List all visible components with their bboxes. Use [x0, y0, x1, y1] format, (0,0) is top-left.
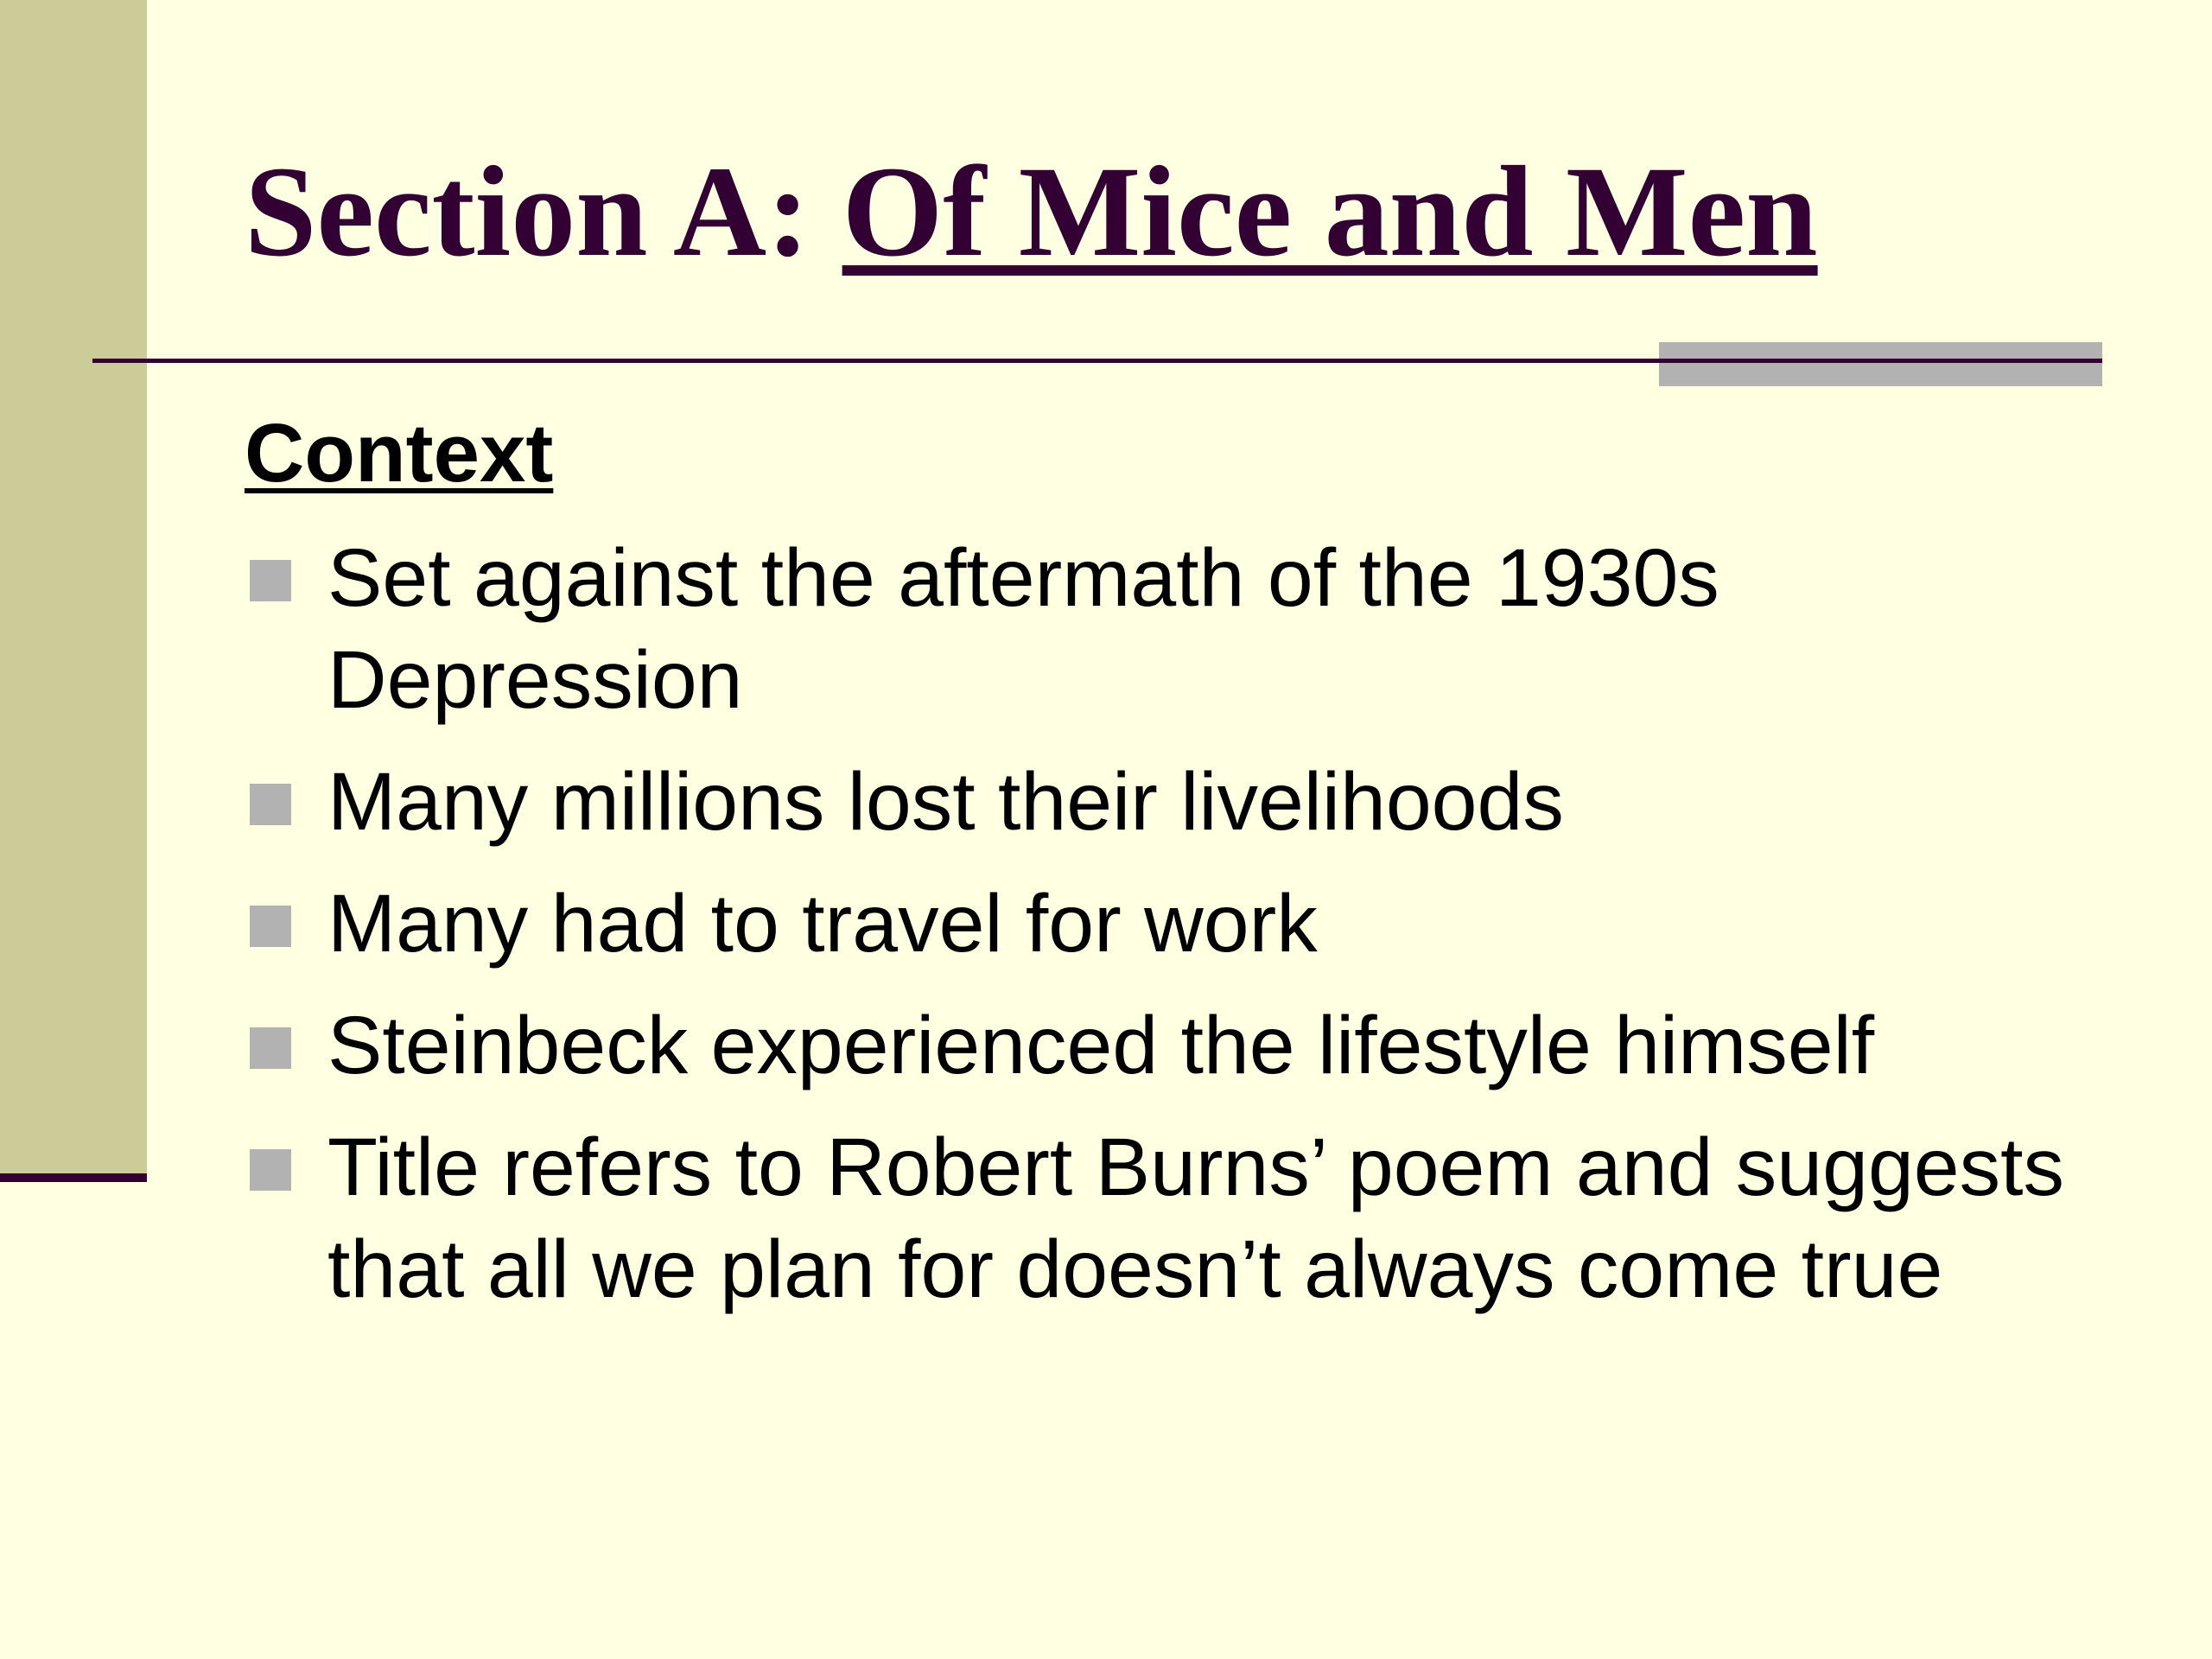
- square-bullet-icon: [250, 560, 291, 601]
- left-bar-rule: [0, 1173, 147, 1182]
- square-bullet-icon: [250, 784, 291, 825]
- bullet-text: Steinbeck experienced the lifestyle himself: [327, 1000, 1875, 1091]
- square-bullet-icon: [250, 1027, 291, 1069]
- context-heading: Context: [245, 407, 554, 499]
- square-bullet-icon: [250, 1149, 291, 1191]
- title-divider-rule: [92, 359, 2102, 363]
- bullet-text: Set against the aftermath of the 1930s Depression: [327, 532, 1719, 726]
- bullet-item: [245, 751, 2076, 853]
- title-prefix: Section A:: [245, 140, 842, 283]
- title-book-name: Of Mice and Men: [842, 140, 1818, 283]
- bullet-item: [245, 1116, 2076, 1320]
- bullet-list: [245, 527, 2076, 1340]
- square-bullet-icon: [250, 906, 291, 947]
- bullet-item: [245, 873, 2076, 975]
- bullet-text: Many had to travel for work: [327, 878, 1318, 969]
- bullet-text: Many millions lost their livelihoods: [327, 756, 1564, 848]
- bullet-item: [245, 527, 2076, 731]
- left-decorative-bar: [0, 0, 147, 1180]
- title-rule-accent: [1659, 342, 2102, 386]
- bullet-item: [245, 995, 2076, 1096]
- bullet-text: Title refers to Robert Burns’ poem and suggests that all we plan for doesn’t always come true: [327, 1122, 2065, 1315]
- slide-title: [245, 134, 1818, 289]
